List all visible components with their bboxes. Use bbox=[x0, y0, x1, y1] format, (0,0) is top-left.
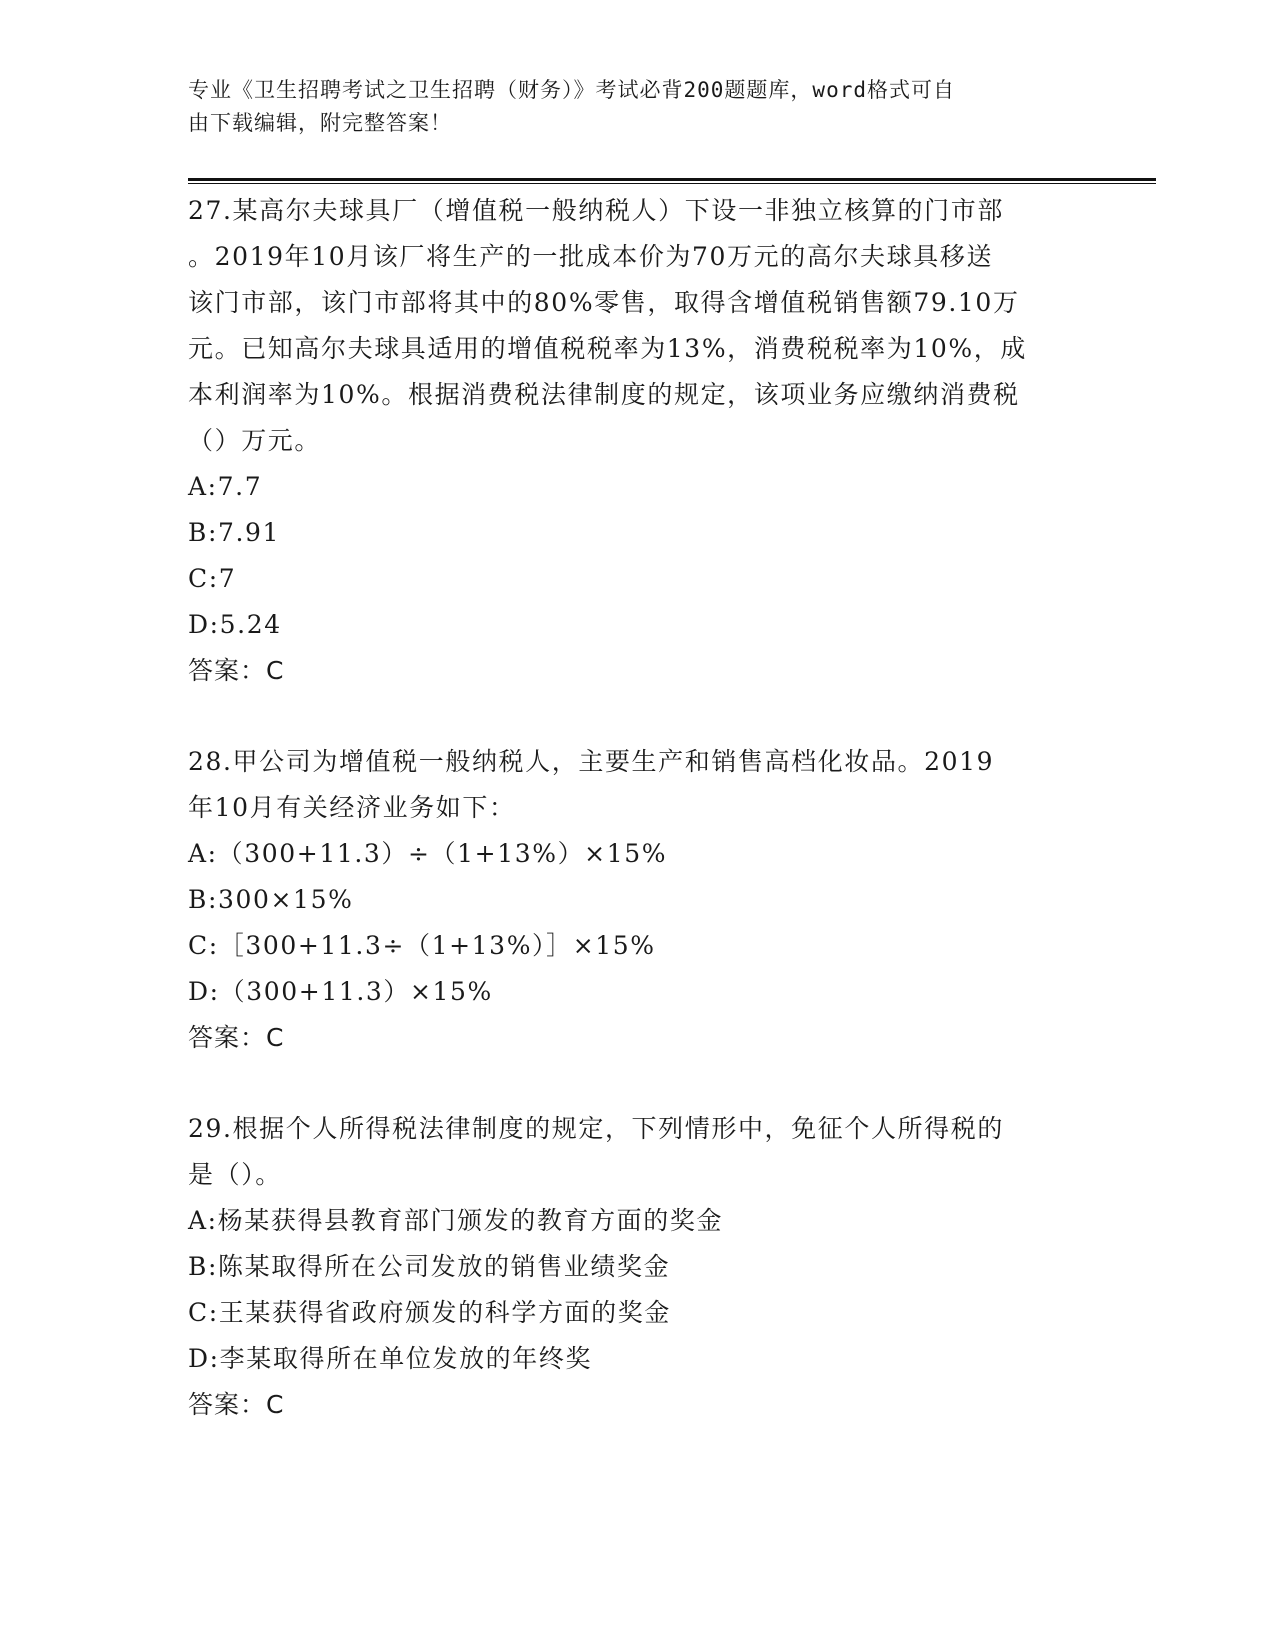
option-b: B:300×15% bbox=[188, 885, 354, 914]
answer-line: 答案：C bbox=[188, 656, 285, 685]
question-27 bbox=[188, 188, 1088, 694]
answer-line: 答案：C bbox=[188, 1023, 285, 1052]
question-text-line: 29.根据个人所得税法律制度的规定，下列情形中，免征个人所得税的 bbox=[188, 1114, 1004, 1143]
option-b: B:7.91 bbox=[188, 518, 281, 547]
option-c: C:王某获得省政府颁发的科学方面的奖金 bbox=[188, 1298, 671, 1327]
option-c: C:7 bbox=[188, 564, 237, 593]
question-text-line: 该门市部，该门市部将其中的80%零售，取得含增值税销售额79.10万 bbox=[188, 288, 1020, 317]
question-list bbox=[188, 188, 1088, 1428]
question-text-line: 是（）。 bbox=[188, 1160, 282, 1189]
question-text-line: 28.甲公司为增值税一般纳税人，主要生产和销售高档化妆品。2019 bbox=[188, 747, 995, 776]
question-text-line: 27.某高尔夫球具厂（增值税一般纳税人）下设一非独立核算的门市部 bbox=[188, 196, 1004, 225]
header-divider-thick bbox=[188, 178, 1156, 181]
option-a: A:杨某获得县教育部门颁发的教育方面的奖金 bbox=[188, 1206, 724, 1235]
question-text-line: 。2019年10月该厂将生产的一批成本价为70万元的高尔夫球具移送 bbox=[188, 242, 994, 271]
option-a: A:（300+11.3）÷（1+13%）×15% bbox=[188, 839, 668, 868]
question-text-line: （）万元。 bbox=[188, 426, 322, 455]
question-28 bbox=[188, 739, 1088, 1061]
question-text-line: 本利润率为10%。根据消费税法律制度的规定，该项业务应缴纳消费税 bbox=[188, 380, 1020, 409]
option-d: D:（300+11.3）×15% bbox=[188, 977, 493, 1006]
option-d: D:李某取得所在单位发放的年终奖 bbox=[188, 1344, 593, 1373]
question-text-line: 年10月有关经济业务如下： bbox=[188, 793, 516, 822]
question-text-line: 元。已知高尔夫球具适用的增值税税率为13%，消费税税率为10%，成 bbox=[188, 334, 1027, 363]
option-c: C:［300+11.3÷（1+13%）］×15% bbox=[188, 931, 656, 960]
question-spacer bbox=[188, 1061, 1088, 1106]
option-d: D:5.24 bbox=[188, 610, 282, 639]
answer-line: 答案：C bbox=[188, 1390, 285, 1419]
question-spacer bbox=[188, 694, 1088, 739]
header-divider-thin bbox=[188, 183, 1156, 184]
option-b: B:陈某取得所在公司发放的销售业绩奖金 bbox=[188, 1252, 671, 1281]
option-a: A:7.7 bbox=[188, 472, 263, 501]
document-header bbox=[188, 74, 1068, 140]
header-line-2: 由下载编辑，附完整答案！ bbox=[188, 111, 452, 135]
question-29 bbox=[188, 1106, 1088, 1428]
header-line-1: 专业《卫生招聘考试之卫生招聘（财务）》考试必背200题题库，word格式可自 bbox=[188, 78, 955, 102]
